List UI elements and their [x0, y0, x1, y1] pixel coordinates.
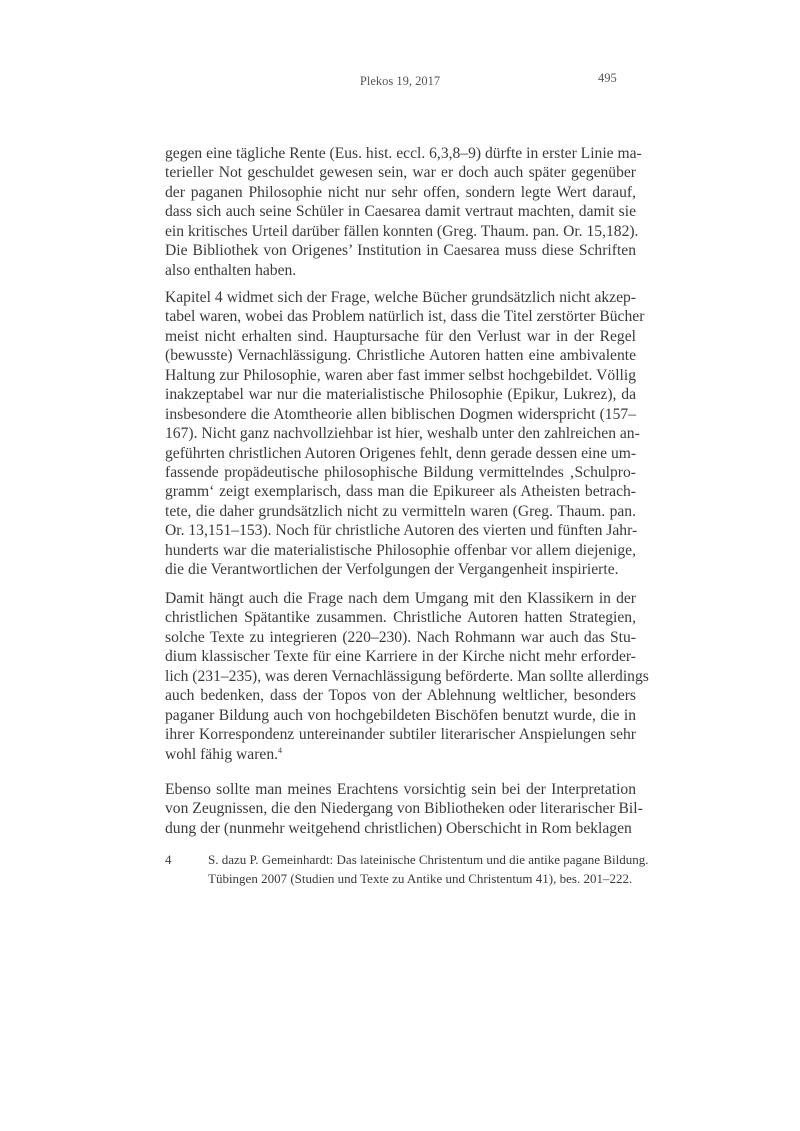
text-line: Damit hängt auch die Frage nach dem Umgang mit den Klassikern in der	[165, 590, 636, 607]
footnote-body	[208, 850, 649, 889]
text-line: Kapitel 4 widmet sich der Frage, welche Bücher grundsätzlich nicht akzep-	[165, 289, 636, 306]
text-line: lich (231–235), was deren Vernachlässigung beförderte. Man sollte allerdings	[165, 667, 649, 685]
footnote-reference[interactable]: 4	[278, 745, 283, 755]
footnote-line: S. dazu P. Gemeinhardt: Das lateinische Christentum und die antike pagane Bildung.	[208, 852, 649, 867]
text-line: geführten christlichen Autoren Origenes fehlt, denn gerade dessen eine um-	[165, 444, 637, 462]
text-line: ein kritisches Urteil darüber fällen konnten (Greg. Thaum. pan. Or. 15,182).	[165, 222, 639, 240]
text-line-content: wohl fähig waren.	[165, 745, 279, 763]
text-line: von Zeugnissen, die den Niedergang von Bibliotheken oder literarischer Bil-	[165, 800, 643, 818]
paragraph-1	[165, 144, 642, 280]
text-line: fassende propädeutische philosophische Bildung vermittelndes ‚Schulpro-	[165, 463, 636, 481]
text-line: tabel waren, wobei das Problem natürlich ist, dass die Titel zerstörter Bücher	[165, 308, 645, 326]
text-line: paganer Bildung auch von hochgebildeten Bischöfen benutzt wurde, die in	[165, 706, 636, 724]
text-line: inakzeptabel war nur die materialistische Philosophie (Epikur, Lukrez), da	[165, 386, 636, 404]
text-line: dung der (nunmehr weitgehend christlichen) Oberschicht in Rom beklagen	[165, 819, 632, 837]
text-line: ihrer Korrespondenz untereinander subtiler literarischer Anspielungen sehr	[165, 726, 636, 744]
footnote-number: 4	[165, 852, 172, 867]
text-line: terieller Not geschuldet gewesen sein, war er doch auch später gegenüber	[165, 164, 636, 182]
text-line: Ebenso sollte man meines Erachtens vorsichtig sein bei der Interpretation	[165, 781, 636, 798]
text-line: Haltung zur Philosophie, waren aber fast immer selbst hochgebildet. Völlig	[165, 366, 636, 384]
running-head: Plekos 19, 2017	[359, 74, 441, 88]
text-line: der paganen Philosophie nicht nur sehr offen, sondern legte Wert darauf,	[165, 183, 636, 201]
text-line: gramm‘ zeigt exemplarisch, dass man die Epikureer als Atheisten betrach-	[165, 483, 636, 501]
text-line: solche Texte zu integrieren (220–230). Nach Rohmann war auch das Stu-	[165, 628, 636, 646]
text-line: 167). Nicht ganz nachvollziehbar ist hier, weshalb unter den zahlreichen an-	[165, 425, 640, 443]
text-line	[165, 745, 636, 764]
text-line: hunderts war die materialistische Philosophie offenbar vor allem diejenige,	[165, 541, 636, 559]
footnote-line: Tübingen 2007 (Studien und Texte zu Antike und Christentum 41), bes. 201–222.	[208, 871, 633, 887]
text-line: Die Bibliothek von Origenes’ Institution in Caesarea muss diese Schriften	[165, 242, 636, 260]
text-line: Or. 13,151–153). Noch für christliche Autoren des vierten und fünften Jahr-	[165, 522, 638, 540]
text-line: meist nicht erhalten sind. Hauptursache für den Verlust war in der Regel	[165, 327, 636, 345]
text-line: (bewusste) Vernachlässigung. Christliche Autoren hatten eine ambivalente	[165, 347, 636, 365]
text-line: dium klassischer Texte für eine Karriere in der Kirche nicht mehr erforder-	[165, 648, 636, 666]
text-line: tete, die daher grundsätzlich nicht zu vermitteln waren (Greg. Thaum. pan.	[165, 502, 636, 520]
paragraph-2	[165, 288, 645, 580]
text-line: dass sich auch seine Schüler in Caesarea damit vertraut machten, damit sie	[165, 203, 636, 221]
text-line: also enthalten haben.	[165, 261, 297, 279]
text-line: auch bedenken, dass der Topos von der Ablehnung weltlicher, besonders	[165, 687, 636, 705]
text-line: die die Verantwortlichen der Verfolgungen der Vergangenheit inspirierte.	[165, 561, 619, 579]
text-line: insbesondere die Atomtheorie allen biblischen Dogmen widerspricht (157–	[165, 405, 636, 423]
paragraph-3	[165, 589, 649, 764]
text-line: christlichen Spätantike zusammen. Christliche Autoren hatten Strategien,	[165, 609, 636, 627]
text-line: gegen eine tägliche Rente (Eus. hist. eccl. 6,3,8–9) dürfte in erster Linie ma-	[165, 145, 642, 162]
page-number: 495	[598, 71, 617, 85]
paragraph-4	[165, 780, 643, 838]
